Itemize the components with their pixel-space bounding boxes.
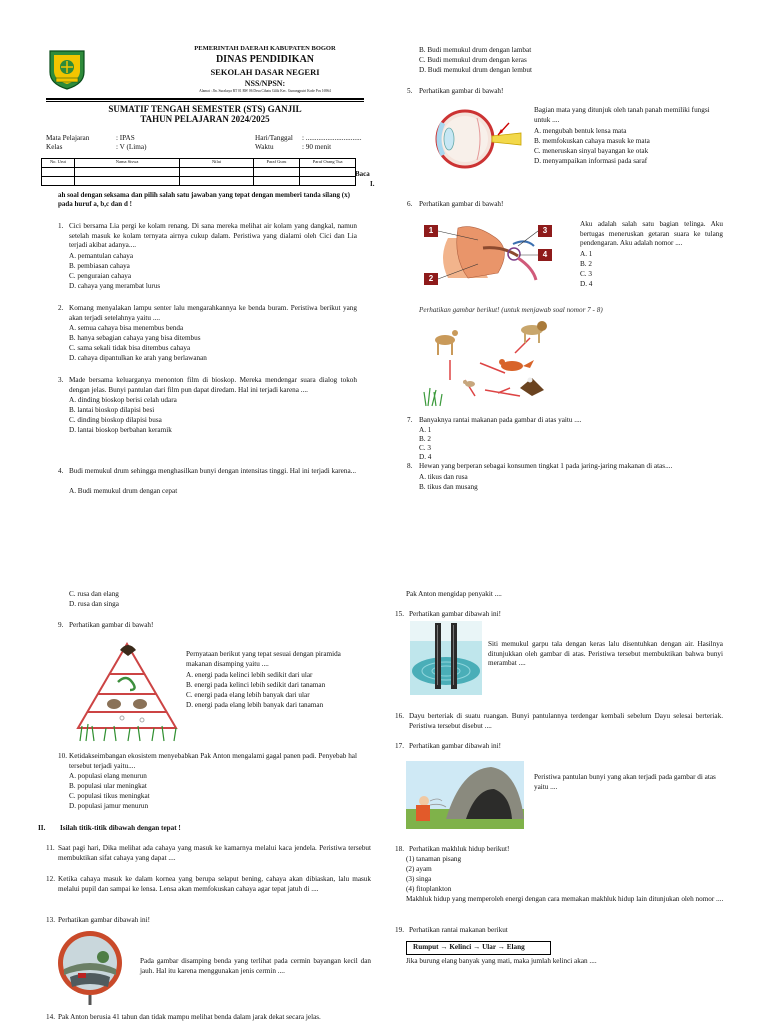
ear-label-1: 1 [428, 226, 434, 235]
table-header: No. Urut [42, 159, 75, 168]
q3-option-c[interactable]: C. dinding bioskop dilapisi busa [69, 416, 162, 424]
section2-title: Isilah titik-titik dibawah dengan tepat ! [60, 824, 181, 832]
q7-option-d[interactable]: D. 4 [419, 453, 432, 461]
table-cell[interactable] [74, 177, 179, 186]
foodweb-caption: Perhatikan gambar berikut! (untuk menjawab soal nomor 7 - 8) [419, 306, 603, 314]
q5-number: 5. [407, 87, 413, 95]
q17-prompt: Peristiwa pantulan bunyi yang akan terjadi pada gambar di atas yaitu .... [534, 773, 716, 791]
q5-option-d[interactable]: D. menyampaikan informasi pada saraf [534, 157, 648, 165]
eye-image [417, 103, 527, 175]
ear-label-2: 2 [428, 274, 434, 283]
q4-option-d[interactable]: D. Budi memukul drum dengan lembut [419, 66, 532, 74]
date-value: : ............................... [302, 134, 362, 142]
q1-option-d[interactable]: D. cahaya yang merambat lurus [69, 282, 161, 290]
q10-number: 10. [58, 752, 67, 760]
time-label: Waktu [255, 143, 274, 151]
table-cell[interactable] [42, 168, 75, 177]
q1-text: Cici bersama Lia pergi ke kolam renang. Di sana mereka melihat air kolam yang dangkal, namun setelah masuk ke kolam ternyata airnya cukup dalam. Peristiwa yang dialami oleh Cici dan Lia terjadi akibat adanya.... [69, 222, 357, 250]
table-header: Nama Siswa [74, 159, 179, 168]
q8-number: 8. [407, 462, 413, 470]
q1-number: 1. [58, 222, 64, 230]
tuning-fork-image [410, 621, 482, 695]
section1-roman: I. [370, 180, 375, 188]
food-pyramid-image [70, 636, 185, 742]
table-cell[interactable] [42, 177, 75, 186]
q18-question: Makhluk hidup yang memperoleh energi dengan cara memakan makhluk hidup lain ditunjukan oleh nomor .... [406, 895, 724, 903]
q19-number: 19. [395, 926, 404, 934]
q4-option-b[interactable]: B. Budi memukul drum dengan lambat [419, 46, 532, 54]
q9-number: 9. [58, 621, 64, 629]
q3-text: Made bersama keluarganya menonton film di bioskop. Mereka mendengar suara dialog tokoh dengan jelas. Bunyi pantulan dari film pun dapat diredam. Hal ini terjadi karena .... [69, 376, 357, 394]
q8-option-c[interactable]: C. rusa dan elang [69, 590, 119, 598]
subject-value: : IPAS [116, 134, 135, 142]
q12-text: Ketika cahaya masuk ke dalam kornea yang berupa selaput bening, cahaya akan dibiaskan, lalu masuk melalui pupil dan sampai ke lensa. Lensa akan memfokuskan cahaya agar tepat jatuh di .... [58, 875, 371, 893]
exam-year: TAHUN PELAJARAN 2024/2025 [140, 114, 270, 124]
q14-text: Pak Anton berusia 41 tahun dan tidak mampu melihat benda dalam jarak dekat secara jelas. [58, 1013, 321, 1021]
q9-option-a[interactable]: A. energi pada kelinci lebih sedikit dari ular [186, 671, 313, 679]
q6-number: 6. [407, 200, 413, 208]
class-value: : V (Lima) [116, 143, 147, 151]
section2-roman: II. [38, 824, 46, 832]
q10-text: Ketidakseimbangan ekosistem menyebabkan Pak Anton mengalami gagal panen padi. Penyebab hal tersebut terjadi yaitu.... [69, 752, 357, 770]
q17-text: Perhatikan gambar dibawah ini! [409, 742, 502, 750]
header-rule [46, 98, 364, 100]
q12-number: 12. [46, 875, 55, 883]
q5-option-b[interactable]: B. memfokuskan cahaya masuk ke mata [534, 137, 650, 145]
table-cell[interactable] [180, 168, 254, 177]
q5-prompt: Bagian mata yang ditunjuk oleh tanah panah memiliki fungsi untuk .... [534, 106, 710, 124]
q1-option-a[interactable]: A. pemantulan cahaya [69, 252, 134, 260]
q2-option-b[interactable]: B. hanya sebagian cahaya yang bisa ditembus [69, 334, 201, 342]
q11-text: Saat pagi hari, Dika melihat ada cahaya yang masuk ke kamarnya melalui kaca jendela. Peristiwa tersebut membuktikan sifat cahaya yang dapat .... [58, 844, 371, 862]
school-address: Alamat : Jln. Surakaya RT 01 RW 06 Desa Cibatu Gilik Kec. Gunungputri Kode Pos 16964 [199, 89, 331, 93]
food-chain-text: Rumput → Kelinci → Ular → Elang [413, 943, 525, 951]
table-cell[interactable] [300, 168, 356, 177]
table-header: Paraf Orang Tua [300, 159, 356, 168]
q18-item-2: (2) ayam [406, 865, 432, 873]
q8-option-b[interactable]: B. tikus dan musang [419, 483, 478, 491]
header-rule-thin [46, 101, 364, 102]
q18-item-3: (3) singa [406, 875, 432, 883]
foodweb-image [420, 318, 555, 408]
exam-title: SUMATIF TENGAH SEMESTER (STS) GANJIL [108, 104, 302, 114]
npsn-label: NSS/NPSN: [244, 79, 286, 88]
table-cell[interactable] [253, 168, 300, 177]
q17-number: 17. [395, 742, 404, 750]
q19-question: Jika burung elang banyak yang mati, maka jumlah kelinci akan .... [406, 957, 597, 965]
q4-text: Budi memukul drum sehingga menghasilkan bunyi dengan intensitas tinggi. Hal ini terjadi karena... [69, 467, 357, 475]
q11-number: 11. [46, 844, 55, 852]
q9-prompt: Pernyataan berikut yang tepat sesuai dengan piramida makanan disamping yaitu .... [186, 650, 341, 668]
q5-text: Perhatikan gambar di bawah! [419, 87, 504, 95]
q3-option-b[interactable]: B. lantai bioskop dilapisi besi [69, 406, 155, 414]
school-name: SEKOLAH DASAR NEGERI [210, 67, 320, 77]
q9-option-d[interactable]: D. energi pada elang lebih banyak dari tanaman [186, 701, 324, 709]
time-value: : 90 menit [302, 143, 332, 151]
q4-option-c[interactable]: C. Budi memukul drum dengan keras [419, 56, 527, 64]
gov-name: PEMERINTAH DAERAH KABUPATEN BOGOR [194, 45, 336, 52]
q5-option-c[interactable]: C. meneruskan sinyal bayangan ke otak [534, 147, 649, 155]
q1-option-c[interactable]: C. penguraian cahaya [69, 272, 132, 280]
q14-number: 14. [46, 1013, 55, 1021]
q15-text: Perhatikan gambar dibawah ini! [409, 610, 502, 618]
q6-option-d[interactable]: D. 4 [580, 280, 593, 288]
q2-text: Komang menyalakan lampu senter lalu mengarahkannya ke benda buram. Peristiwa berikut yang akan terjadi setelahnya yaitu .... [69, 304, 357, 322]
table-header: Paraf Guru [253, 159, 300, 168]
q15-number: 15. [395, 610, 404, 618]
ear-image [418, 218, 556, 290]
q15-prompt: Siti memukul garpu tala dengan keras lalu disentuhkan dengan air. Hasilnya ditunjukkan oleh gambar di atas. Peristiwa tersebut membuktikan bahwa bunyi merambat .... [488, 640, 723, 668]
q10-option-c[interactable]: C. populasi tikus meningkat [69, 792, 150, 800]
class-label: Kelas [46, 143, 63, 151]
q2-option-a[interactable]: A. semua cahaya bisa menembus benda [69, 324, 184, 332]
table-cell[interactable] [180, 177, 254, 186]
table-header: Nilai [180, 159, 254, 168]
q7-number: 7. [407, 416, 413, 424]
q7-option-c[interactable]: C. 3 [419, 444, 431, 452]
q9-option-c[interactable]: C. energi pada elang lebih banyak dari ular [186, 691, 310, 699]
q9-option-b[interactable]: B. energi pada kelinci lebih sedikit dari tanaman [186, 681, 326, 689]
student-table [41, 158, 356, 186]
q7-option-b[interactable]: B. 2 [419, 435, 431, 443]
q10-option-d[interactable]: D. populasi jamur menurun [69, 802, 149, 810]
q13-number: 13. [46, 916, 55, 924]
school-logo [47, 48, 87, 90]
q6-option-c[interactable]: C. 3 [580, 270, 592, 278]
q3-option-a[interactable]: A. dinding bioskop berisi celah udara [69, 396, 177, 404]
q1-option-b[interactable]: B. pembiasan cahaya [69, 262, 130, 270]
convex-mirror-image [48, 929, 132, 1005]
q5-option-a[interactable]: A. mengubah bentuk lensa mata [534, 127, 627, 135]
cave-echo-image [406, 761, 524, 829]
q9-text: Perhatikan gambar di bawah! [69, 621, 154, 629]
q8-text: Hewan yang berperan sebagai konsumen tingkat 1 pada jaring-jaring makanan di atas.... [419, 462, 673, 470]
q8-option-a[interactable]: A. tikus dan rusa [419, 473, 468, 481]
q8-option-d[interactable]: D. rusa dan singa [69, 600, 119, 608]
food-chain-box [406, 941, 551, 955]
q18-item-1: (1) tanaman pisang [406, 855, 462, 863]
q4-option-a[interactable]: A. Budi memukul drum dengan cepat [69, 487, 178, 495]
ear-label-3: 3 [542, 226, 548, 235]
q10-option-b[interactable]: B. populasi ular meningkat [69, 782, 147, 790]
q13-prompt: Pada gambar disamping benda yang terlihat pada cermin bayangan kecil dan jauh. Hal itu karena menggunakan jenis cermin .... [140, 957, 371, 975]
table-cell[interactable] [74, 168, 179, 177]
q10-option-a[interactable]: A. populasi elang menurun [69, 772, 147, 780]
q2-option-c[interactable]: C. sama sekali tidak bisa ditembus cahaya [69, 344, 191, 352]
q19-text: Perhatikan rantai makanan berikut [409, 926, 508, 934]
q18-text: Perhatikan makhluk hidup berikut! [409, 845, 510, 853]
table-cell[interactable] [253, 177, 300, 186]
q18-item-4: (4) fitoplankton [406, 885, 452, 893]
q7-text: Banyaknya rantai makanan pada gambar di atas yaitu .... [419, 416, 582, 424]
date-label: Hari/Tanggal [255, 134, 293, 142]
q4-number: 4. [58, 467, 64, 475]
q16-text: Dayu berteriak di suatu ruangan. Bunyi pantulannya terdengar kembali sebelum Dayu selesai berteriak. Peristiwa tersebut disebut .... [409, 712, 723, 730]
q6-prompt: Aku adalah salah satu bagian telinga. Aku bertugas meneruskan getaran suara ke tulang pendengaran. Aku adalah nomor .... [580, 220, 723, 248]
baca-fragment: Baca [355, 170, 370, 178]
table-cell[interactable] [300, 177, 356, 186]
q2-number: 2. [58, 304, 64, 312]
q3-option-d[interactable]: D. lantai bioskop berbahan keramik [69, 426, 172, 434]
q13-text: Perhatikan gambar dibawah ini! [58, 916, 151, 924]
office-name: DINAS PENDIDIKAN [215, 54, 315, 65]
q14-continuation: Pak Anton mengidap penyakit .... [406, 590, 502, 598]
subject-label: Mata Pelajaran [46, 134, 90, 142]
q6-option-a[interactable]: A. 1 [580, 250, 593, 258]
q7-option-a[interactable]: A. 1 [419, 426, 432, 434]
q3-number: 3. [58, 376, 64, 384]
q6-option-b[interactable]: B. 2 [580, 260, 592, 268]
q6-text: Perhatikan gambar di bawah! [419, 200, 504, 208]
q2-option-d[interactable]: D. cahaya dipantulkan ke arah yang berlawanan [69, 354, 207, 362]
q18-number: 18. [395, 845, 404, 853]
section1-instruction: ah soal dengan seksama dan pilih salah satu jawaban yang tepat dengan memberi tanda silang (x) pada huruf a, b,c dan d ! [58, 191, 350, 208]
q16-number: 16. [395, 712, 404, 720]
ear-label-4: 4 [542, 250, 548, 259]
